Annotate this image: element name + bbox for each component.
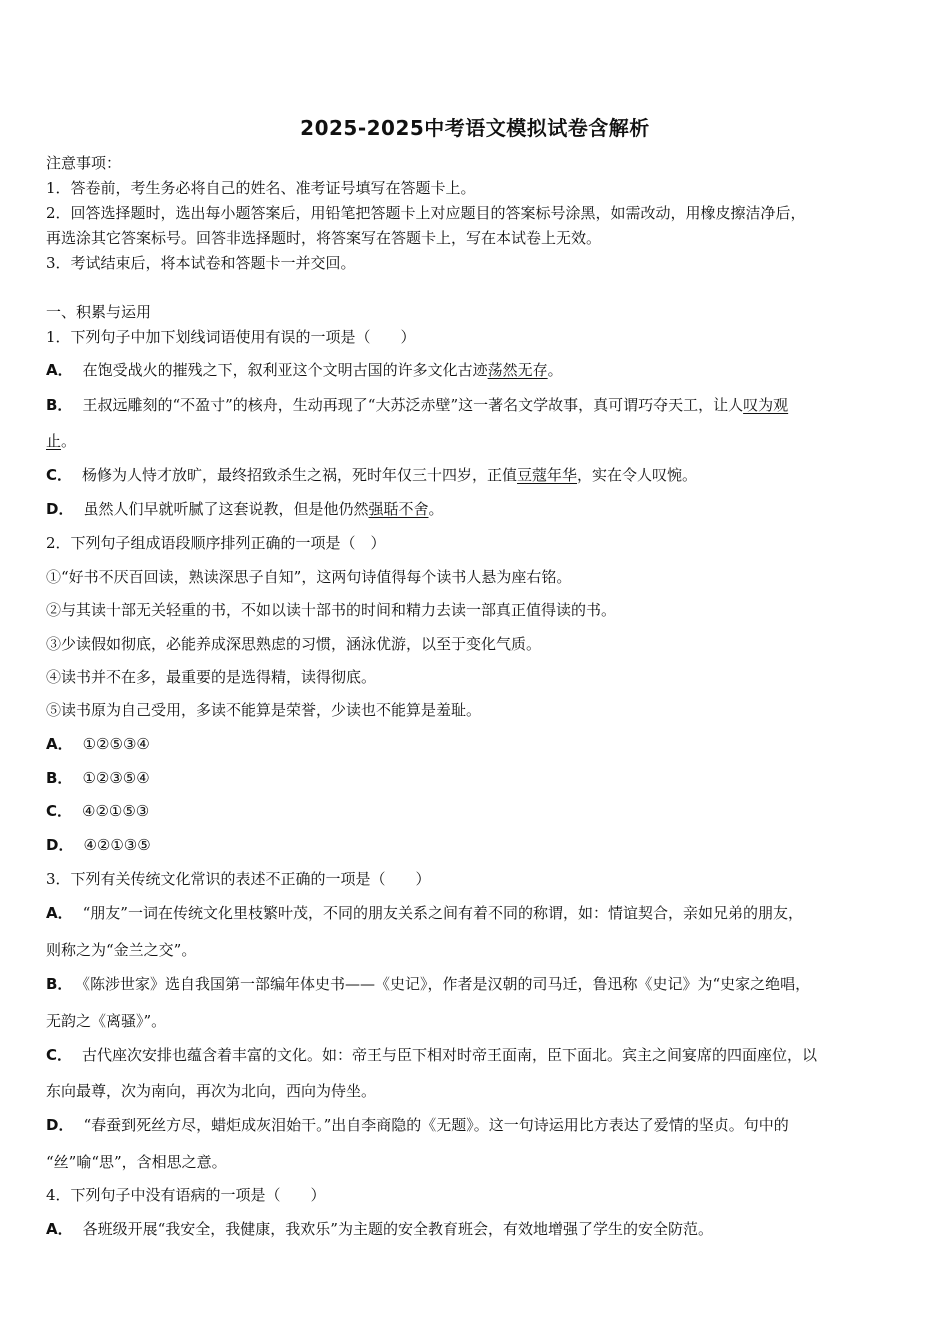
option-label: C． <box>46 466 73 484</box>
q2-stem: 2．下列句子组成语段顺序排列正确的一项是（ ） <box>46 534 386 552</box>
option-text: 杨修为人恃才放旷，最终招致杀生之祸，死时年仅三十四岁，正值 <box>82 466 518 484</box>
option-label: D． <box>46 500 74 518</box>
option-text-tail: 。 <box>428 500 444 518</box>
q1-option-d <box>46 499 444 519</box>
q3-option-b <box>46 974 810 994</box>
option-label: D． <box>46 836 74 854</box>
notice-item-2-cont: 再选涂其它答案标号。回答非选择题时，将答案写在答题卡上，写在本试卷上无效。 <box>46 229 602 247</box>
option-label: A． <box>46 735 73 753</box>
option-text: ④②①③⑤ <box>83 836 151 854</box>
q2-sentence-2: ②与其读十部无关轻重的书，不如以读十部书的时间和精力去读一部真正值得读的书。 <box>46 601 617 619</box>
option-label: A． <box>46 1220 73 1238</box>
q4-stem: 4．下列句子中没有语病的一项是（ ） <box>46 1186 326 1204</box>
option-text-tail: 。 <box>61 432 77 450</box>
q1-stem: 1．下列句子中加下划线词语使用有误的一项是（ ） <box>46 328 416 346</box>
q2-option-c <box>46 801 149 821</box>
underlined-phrase: 止 <box>46 432 62 450</box>
q2-option-a <box>46 734 150 754</box>
page-title: 2025-2025中考语文模拟试卷含解析 <box>300 116 650 140</box>
q2-option-d <box>46 835 151 855</box>
option-label: B． <box>46 769 73 787</box>
notice-item-3: 3．考试结束后，将本试卷和答题卡一并交回。 <box>46 254 356 272</box>
q3-option-b-cont: 无韵之《离骚》”。 <box>46 1012 167 1030</box>
underlined-phrase: 荡然无存 <box>487 361 548 379</box>
q2-sentence-3: ③少读假如彻底，必能养成深思熟虑的习惯，涵泳优游，以至于变化气质。 <box>46 635 542 653</box>
q1-option-c <box>46 465 697 485</box>
q4-option-a <box>46 1219 713 1239</box>
option-text-tail: ，实在令人叹惋。 <box>577 466 698 484</box>
q1-option-b-cont <box>46 431 76 451</box>
notice-item-2: 2．回答选择题时，选出每小题答案后，用铅笔把答题卡上对应题目的答案标号涂黑，如需改动，用橡皮擦洁净后， <box>46 204 806 222</box>
underlined-phrase: 叹为观 <box>743 396 789 414</box>
q2-option-b <box>46 768 150 788</box>
option-text: 古代座次安排也蕴含着丰富的文化。如：帝王与臣下相对时帝王面南，臣下面北。宾主之间宴席的四面座位，以 <box>82 1046 818 1064</box>
q3-option-a-cont: 则称之为“金兰之交”。 <box>46 941 197 959</box>
option-label: C． <box>46 802 73 820</box>
q1-option-a <box>46 360 563 380</box>
option-text: ①②⑤③④ <box>82 735 150 753</box>
option-label: C． <box>46 1046 73 1064</box>
q3-option-a <box>46 903 803 923</box>
q1-option-b <box>46 395 788 415</box>
q3-option-c <box>46 1045 817 1065</box>
option-text: 《陈涉世家》选自我国第一部编年体史书——《史记》，作者是汉朝的司马迁，鲁迅称《史记》为“史家之绝唱， <box>82 975 811 993</box>
option-text: 王叔远雕刻的“不盈寸”的核舟，生动再现了“大苏泛赤壁”这一著名文学故事，真可谓巧夺天工，让人 <box>82 396 744 414</box>
q3-stem: 3．下列有关传统文化常识的表述不正确的一项是（ ） <box>46 870 431 888</box>
option-text-tail: 。 <box>547 361 563 379</box>
option-label: B． <box>46 396 73 414</box>
q2-sentence-1: ①“好书不厌百回读，熟读深思子自知”，这两句诗值得每个读书人悬为座右铭。 <box>46 568 572 586</box>
underlined-phrase: 豆蔻年华 <box>517 466 578 484</box>
option-text: “朋友”一词在传统文化里枝繁叶茂，不同的朋友关系之间有着不同的称谓，如：情谊契合，亲如兄弟的朋友， <box>82 904 803 922</box>
notice-heading: 注意事项： <box>46 154 122 172</box>
option-text: 在饱受战火的摧残之下，叙利亚这个文明古国的许多文化古迹 <box>82 361 488 379</box>
option-text: ①②③⑤④ <box>82 769 150 787</box>
option-label: D． <box>46 1116 74 1134</box>
option-text: ④②①⑤③ <box>82 802 150 820</box>
option-label: A． <box>46 904 73 922</box>
q3-option-d <box>46 1115 789 1135</box>
option-text: “春蚕到死丝方尽，蜡炬成灰泪始干。”出自李商隐的《无题》。这一句诗运用比方表达了爱情的坚贞。句中的 <box>83 1116 789 1134</box>
underlined-phrase: 强聒不舍 <box>368 500 429 518</box>
option-text: 各班级开展“我安全，我健康，我欢乐”为主题的安全教育班会，有效地增强了学生的安全防范。 <box>82 1220 713 1238</box>
q2-sentence-5: ⑤读书原为自己受用，多读不能算是荣誉，少读也不能算是羞耻。 <box>46 701 482 719</box>
notice-item-1: 1．答卷前，考生务必将自己的姓名、准考证号填写在答题卡上。 <box>46 179 476 197</box>
q3-option-c-cont: 东向最尊，次为南向，再次为北向，西向为侍坐。 <box>46 1082 377 1100</box>
option-label: B． <box>46 975 73 993</box>
option-label: A． <box>46 361 73 379</box>
q2-sentence-4: ④读书并不在多，最重要的是选得精，读得彻底。 <box>46 668 377 686</box>
option-text: 虽然人们早就听腻了这套说教，但是他仍然 <box>83 500 369 518</box>
section-heading: 一、积累与运用 <box>46 303 152 321</box>
q3-option-d-cont: “丝”喻“思”，含相思之意。 <box>46 1153 227 1171</box>
